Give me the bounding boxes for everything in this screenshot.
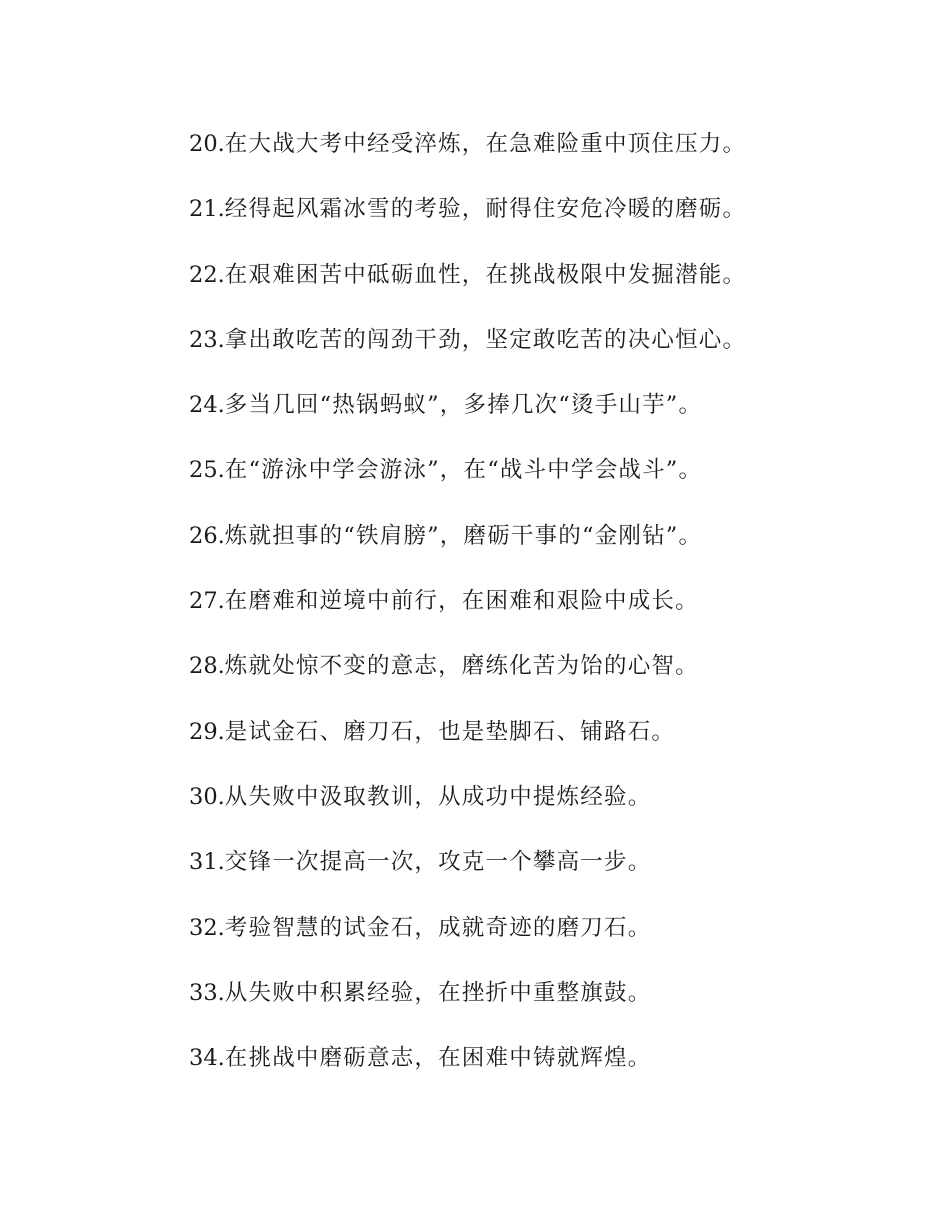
item-text: 炼就处惊不变的意志，磨练化苦为饴的心智。 (224, 653, 699, 680)
list-item (189, 642, 889, 707)
list-item (189, 577, 889, 642)
item-text: 在磨难和逆境中前行，在困难和艰险中成长。 (224, 588, 699, 615)
sentence-list (189, 120, 889, 1099)
item-text: 是试金石、磨刀石，也是垫脚石、铺路石。 (224, 718, 676, 745)
list-item (189, 185, 889, 250)
item-number: 31. (189, 849, 225, 876)
list-item (189, 708, 889, 773)
item-number: 32. (189, 914, 225, 941)
item-number: 22. (189, 261, 225, 288)
list-item (189, 773, 889, 838)
list-item (189, 904, 889, 969)
item-number: 33. (189, 979, 225, 1006)
list-item (189, 120, 889, 185)
list-item (189, 1034, 889, 1099)
item-number: 21. (189, 196, 225, 223)
item-number: 27. (189, 588, 225, 615)
list-item (189, 446, 889, 511)
item-number: 28. (189, 653, 225, 680)
list-item (189, 251, 889, 316)
list-item (189, 381, 889, 446)
item-number: 23. (189, 326, 225, 353)
item-text: 在挑战中磨砺意志，在困难中铸就辉煌。 (224, 1045, 652, 1072)
list-item (189, 838, 889, 903)
item-number: 26. (189, 522, 225, 549)
list-item (189, 316, 889, 381)
item-text: 从失败中汲取教训，从成功中提炼经验。 (224, 783, 652, 810)
item-number: 34. (189, 1045, 225, 1072)
item-text: 炼就担事的“铁肩膀”，磨砺干事的“金刚钻”。 (224, 522, 703, 549)
item-text: 从失败中积累经验，在挫折中重整旗鼓。 (224, 979, 652, 1006)
item-text: 多当几回“热锅蚂蚁”，多捧几次“烫手山芋”。 (224, 392, 703, 419)
item-number: 25. (189, 457, 225, 484)
item-text: 在“游泳中学会游泳”，在“战斗中学会战斗”。 (224, 457, 703, 484)
item-text: 在大战大考中经受淬炼，在急难险重中顶住压力。 (224, 131, 747, 157)
item-text: 拿出敢吃苦的闯劲干劲，坚定敢吃苦的决心恒心。 (224, 326, 747, 353)
list-item (189, 512, 889, 577)
item-number: 20. (189, 131, 225, 157)
item-number: 30. (189, 783, 225, 810)
item-text: 经得起风霜冰雪的考验，耐得住安危冷暖的磨砺。 (224, 196, 747, 223)
item-number: 29. (189, 718, 225, 745)
item-number: 24. (189, 392, 225, 419)
item-text: 交锋一次提高一次，攻克一个攀高一步。 (224, 849, 652, 876)
list-item (189, 969, 889, 1034)
item-text: 考验智慧的试金石，成就奇迹的磨刀石。 (224, 914, 652, 941)
item-text: 在艰难困苦中砥砺血性，在挑战极限中发掘潜能。 (224, 261, 747, 288)
